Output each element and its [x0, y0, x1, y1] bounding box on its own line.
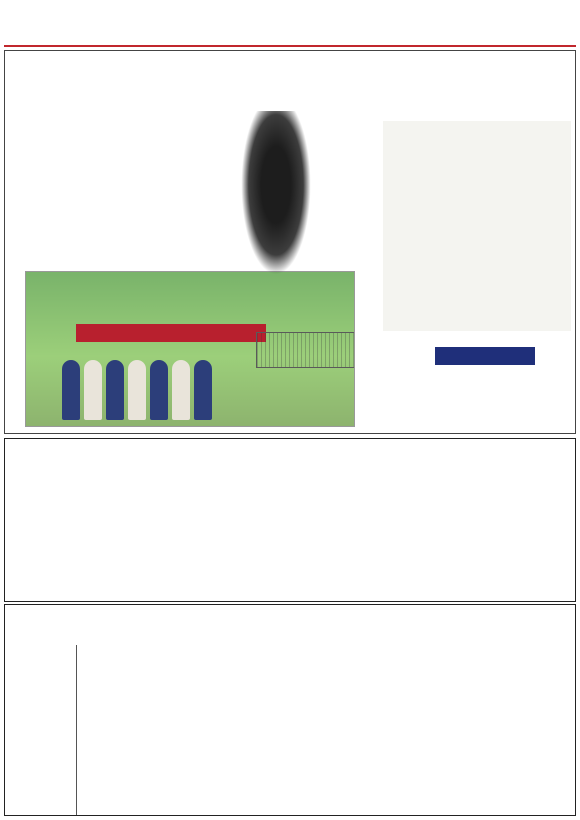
- results-list: [383, 125, 571, 129]
- jobs-ads-top-row: [214, 438, 576, 480]
- photo-person: [194, 360, 212, 420]
- photo-person: [172, 360, 190, 420]
- finance-section: [4, 604, 576, 816]
- results-box: [383, 121, 571, 331]
- photo-person: [150, 360, 168, 420]
- photo-banner: [76, 324, 266, 342]
- jobs-ads-grid: [5, 467, 577, 603]
- sponsor-board: [435, 347, 535, 365]
- finance-sidebar: [7, 645, 77, 815]
- photo-person: [62, 360, 80, 420]
- photo-person: [128, 360, 146, 420]
- header-rule: [4, 45, 576, 47]
- page-header: [0, 0, 580, 48]
- main-story: [4, 50, 576, 434]
- badminton-player-image: [241, 111, 311, 275]
- photo-person: [84, 360, 102, 420]
- badminton-net: [256, 332, 355, 368]
- photo-person: [106, 360, 124, 420]
- finance-ads-grid: [79, 645, 575, 815]
- story-photo: [25, 271, 355, 427]
